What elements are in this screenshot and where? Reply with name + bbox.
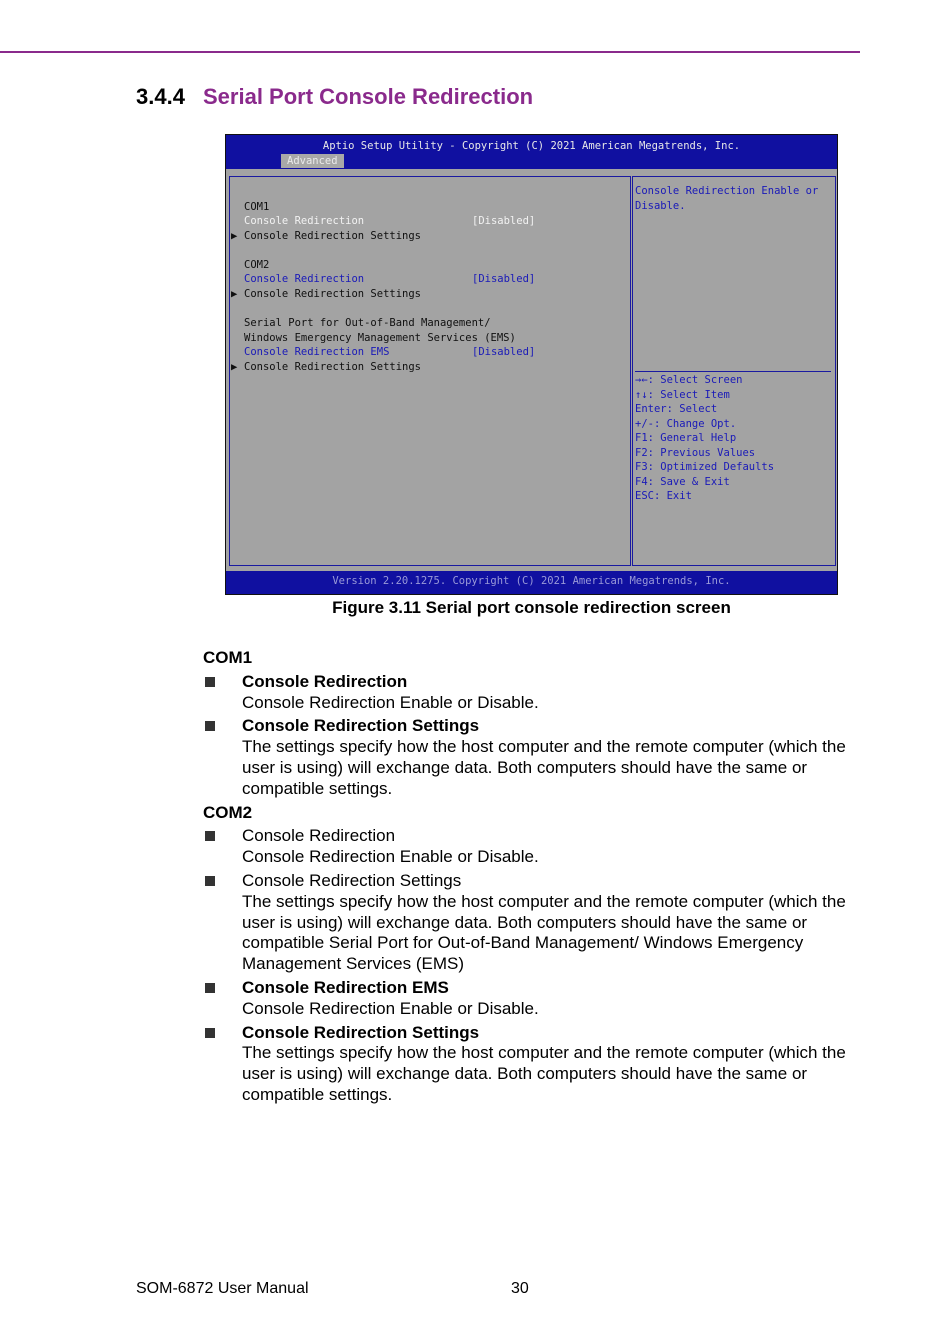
section-number: 3.4.4: [136, 84, 185, 109]
section-heading: [136, 84, 533, 110]
bios-key-f4: F4: Save & Exit: [635, 476, 730, 488]
section-title: Serial Port Console Redirection: [203, 84, 534, 109]
list-item: [203, 978, 863, 1020]
list-item: [203, 716, 863, 799]
bios-title: Aptio Setup Utility - Copyright (C) 2021 American Megatrends, Inc.: [322, 140, 741, 152]
bios-key-f1: F1: General Help: [635, 432, 737, 444]
item-description: Console Redirection Enable or Disable.: [242, 692, 539, 712]
description-body: [203, 648, 863, 1106]
bios-key-select-screen: →←: Select Screen: [635, 374, 743, 386]
item-description: The settings specify how the host computer and the remote computer (which the user is using) will exchange data. Both computers should have the same or compatible settings.: [242, 737, 846, 798]
bios-com1-console-redirection-value[interactable]: [Disabled]: [472, 215, 536, 227]
item-description: Console Redirection Enable or Disable.: [242, 847, 539, 867]
bios-help-text-2: Disable.: [635, 200, 686, 212]
bios-ems-settings: Console Redirection Settings: [244, 361, 422, 373]
bios-footer: [226, 571, 837, 594]
bios-com2-settings-row[interactable]: [231, 288, 421, 301]
bios-key-change-opt: +/-: Change Opt.: [635, 418, 737, 430]
bios-key-esc: ESC: Exit: [635, 490, 692, 502]
item-title: Console Redirection EMS: [242, 977, 449, 997]
bios-tab-advanced[interactable]: Advanced: [281, 154, 344, 168]
bios-com1-settings-row[interactable]: [231, 230, 421, 243]
bios-key-f3: F3: Optimized Defaults: [635, 461, 775, 473]
com2-heading: COM2: [203, 802, 253, 822]
bios-com2-label: COM2: [244, 259, 270, 271]
item-title: Console Redirection: [242, 826, 396, 846]
bios-com2-console-redirection[interactable]: Console Redirection: [244, 273, 365, 285]
bios-help-text-1: Console Redirection Enable or: [635, 185, 819, 197]
list-item: [203, 672, 863, 714]
square-bullet-icon: [205, 876, 215, 886]
bios-com1-console-redirection[interactable]: Console Redirection: [244, 215, 365, 227]
bios-ems-heading-2: Windows Emergency Management Services (EMS): [244, 332, 516, 344]
item-title: Console Redirection: [242, 671, 408, 691]
item-title: Console Redirection Settings: [242, 1022, 480, 1042]
bios-ems-console-redirection-value[interactable]: [Disabled]: [472, 346, 536, 358]
bios-key-select-item: ↑↓: Select Item: [635, 389, 730, 401]
square-bullet-icon: [205, 831, 215, 841]
bios-key-enter: Enter: Select: [635, 403, 718, 415]
bios-help-panel: [632, 176, 836, 566]
square-bullet-icon: [205, 983, 215, 993]
bios-com2-settings: Console Redirection Settings: [244, 288, 422, 300]
bios-titlebar: [226, 135, 837, 169]
item-title: Console Redirection Settings: [242, 870, 462, 890]
square-bullet-icon: [205, 677, 215, 687]
submenu-arrow-icon: ▶: [231, 361, 238, 373]
help-divider: [635, 371, 831, 372]
bios-screenshot: [225, 134, 838, 595]
submenu-arrow-icon: ▶: [231, 288, 238, 300]
list-item: [203, 871, 863, 975]
figure-caption: Figure 3.11 Serial port console redirection screen: [332, 598, 731, 617]
list-item: [203, 1023, 863, 1106]
square-bullet-icon: [205, 1028, 215, 1038]
item-description: The settings specify how the host computer and the remote computer (which the user is using) will exchange data. Both computers should have the same or compatible settings.: [242, 1043, 846, 1104]
item-title: Console Redirection Settings: [242, 716, 480, 736]
item-description: The settings specify how the host computer and the remote computer (which the user is using) will exchange data. Both computers should have the same or compatible Serial Port for Out-of-Band Management/ Windows Emergency Management Services (EMS): [242, 891, 846, 974]
square-bullet-icon: [205, 721, 215, 731]
top-rule: [0, 51, 860, 53]
page-number: 30: [511, 1280, 529, 1297]
bios-com1-settings: Console Redirection Settings: [244, 230, 422, 242]
bios-com1-label: COM1: [244, 201, 270, 213]
bios-body: [226, 169, 837, 573]
bios-main-panel: [229, 176, 631, 566]
bios-ems-console-redirection[interactable]: Console Redirection EMS: [244, 346, 390, 358]
list-item: [203, 826, 863, 868]
bios-version: Version 2.20.1275. Copyright (C) 2021 American Megatrends, Inc.: [332, 575, 731, 587]
manual-name: SOM-6872 User Manual: [136, 1280, 309, 1297]
com1-heading: COM1: [203, 648, 253, 667]
bios-com2-console-redirection-value[interactable]: [Disabled]: [472, 273, 536, 285]
bios-key-f2: F2: Previous Values: [635, 447, 756, 459]
item-description: Console Redirection Enable or Disable.: [242, 998, 539, 1018]
bios-ems-heading-1: Serial Port for Out-of-Band Management/: [244, 317, 491, 329]
submenu-arrow-icon: ▶: [231, 230, 238, 242]
bios-ems-settings-row[interactable]: [231, 361, 421, 374]
